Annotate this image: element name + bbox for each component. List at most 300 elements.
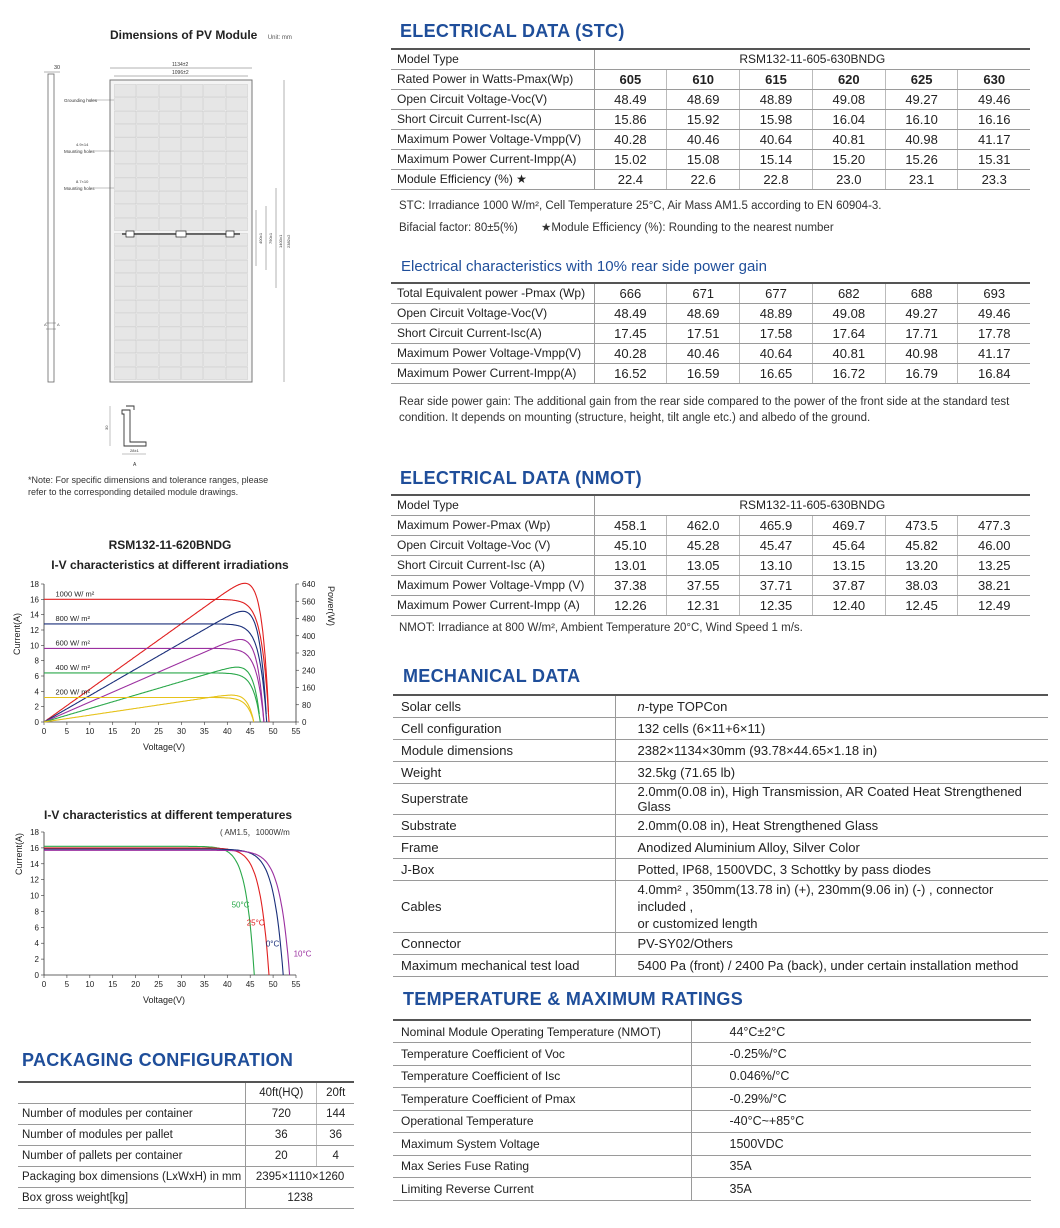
stc-cell: 630 xyxy=(958,69,1030,89)
x-tick-label: 35 xyxy=(199,727,209,736)
stc-cell: 620 xyxy=(812,69,885,89)
solar-cell xyxy=(114,178,136,191)
nmot-body xyxy=(391,515,1030,615)
solar-cell xyxy=(159,178,181,191)
solar-cell xyxy=(159,111,181,124)
solar-cell xyxy=(181,138,203,151)
power-curve-series xyxy=(44,640,264,723)
temp-row-value: -0.25%/°C xyxy=(691,1043,1031,1066)
x-tick-label: 30 xyxy=(177,727,186,736)
solar-cell xyxy=(137,260,159,273)
temp-row xyxy=(393,1133,1031,1156)
solar-cell xyxy=(226,98,248,111)
temp-row-value: 0.046%/°C xyxy=(691,1065,1031,1088)
x-tick-label: 0 xyxy=(41,727,47,736)
solar-cell xyxy=(204,165,226,178)
temp-row xyxy=(393,1043,1031,1066)
solar-cell xyxy=(114,124,136,137)
solar-cell xyxy=(159,191,181,204)
rear-row-label: Maximum Power Voltage-Vmpp(V) xyxy=(391,343,594,363)
iv-temperature-chart xyxy=(8,822,338,1012)
mech-row xyxy=(393,783,1048,814)
temp-row xyxy=(393,1110,1031,1133)
solar-cell xyxy=(137,273,159,286)
packaging-col-20ft: 20ft xyxy=(317,1082,354,1103)
solar-cell xyxy=(226,367,248,380)
packaging-row xyxy=(18,1166,354,1187)
nmot-cell: 477.3 xyxy=(958,515,1030,535)
nmot-cell: 45.10 xyxy=(594,535,667,555)
solar-cell xyxy=(204,138,226,151)
x-tick-label: 20 xyxy=(131,727,141,736)
mech-row xyxy=(393,739,1048,761)
mech-value-line2: or customized length xyxy=(637,915,758,931)
stc-cell: 625 xyxy=(885,69,958,89)
y-tick-label: 18 xyxy=(30,580,39,589)
profile-height-label: 30 xyxy=(104,425,109,430)
solar-cell xyxy=(181,367,203,380)
solar-cell xyxy=(204,84,226,97)
packaging-header-blank xyxy=(18,1082,246,1103)
nmot-cell: 13.05 xyxy=(667,555,740,575)
solar-cell xyxy=(226,327,248,340)
packaging-col-40ft: 40ft(HQ) xyxy=(246,1082,317,1103)
mech-row-value: 32.5kg (71.65 lb) xyxy=(615,761,1048,783)
packaging-row-label: Number of pallets per container xyxy=(18,1145,246,1166)
nmot-model-value: RSM132-11-605-630BNDG xyxy=(594,495,1030,515)
x-tick-label: 20 xyxy=(131,980,141,989)
packaging-row-label: Number of modules per container xyxy=(18,1103,246,1124)
temp-row-value: 1500VDC xyxy=(691,1133,1031,1156)
temp-curve-series xyxy=(44,846,254,975)
frame-profile xyxy=(122,406,146,446)
solar-cell xyxy=(137,165,159,178)
mech-row xyxy=(393,858,1048,880)
rear-row xyxy=(391,303,1030,323)
stc-cell: 15.86 xyxy=(594,109,667,129)
mech-row-value: Anodized Aluminium Alloy, Silver Color xyxy=(615,836,1048,858)
solar-cell xyxy=(114,247,136,260)
nmot-cell: 12.26 xyxy=(594,595,667,615)
solar-cell xyxy=(204,300,226,313)
y-tick-label: 14 xyxy=(30,610,39,620)
grounding-holes-label: Grounding holes xyxy=(64,98,98,103)
solar-cell xyxy=(137,287,159,300)
stc-cell: 22.4 xyxy=(594,169,667,189)
solar-cells-value: n-type TOPCon xyxy=(637,698,728,714)
solar-cell xyxy=(159,367,181,380)
temp-row-label: Temperature Coefficient of Voc xyxy=(393,1043,691,1066)
temperature-body xyxy=(393,1020,1031,1200)
solar-cell xyxy=(226,124,248,137)
y-tick-label: 14 xyxy=(30,859,39,869)
stc-note-2 xyxy=(399,220,834,236)
iv-irr-model: RSM132-11-620BNDG xyxy=(108,538,232,552)
stc-row xyxy=(391,89,1030,109)
mech-row-value: 2.0mm(0.08 in), Heat Strengthened Glass xyxy=(615,814,1048,836)
temp-row-value: 35A xyxy=(691,1155,1031,1178)
mech-row xyxy=(393,814,1048,836)
temp-row-label: Temperature Coefficient of Pmax xyxy=(393,1088,691,1111)
solar-cell xyxy=(159,273,181,286)
nmot-cell: 13.25 xyxy=(958,555,1030,575)
solar-cell xyxy=(181,165,203,178)
temp-series-label: 25°C xyxy=(246,918,265,928)
temperature-title: TEMPERATURE & MAXIMUM RATINGS xyxy=(403,989,744,1009)
mount1-label: Mounting holes xyxy=(64,149,95,154)
nmot-cell: 12.35 xyxy=(740,595,813,615)
y2-tick-label: 240 xyxy=(302,666,316,676)
solar-cell xyxy=(159,165,181,178)
temp-row-value: 44°C±2°C xyxy=(691,1020,1031,1043)
stc-cell: 15.02 xyxy=(594,149,667,169)
mount2-size: 8.7×10 xyxy=(76,179,89,184)
solar-cell xyxy=(114,191,136,204)
mech-row-label: Connector xyxy=(393,932,615,954)
mech-value-line1: 4.0mm² , 350mm(13.78 in) (+), 230mm(9.06 in) (-) , connector included , xyxy=(637,881,994,914)
y-tick-label: 0 xyxy=(34,718,39,727)
stc-cell: 15.98 xyxy=(740,109,813,129)
temp-curve-series xyxy=(44,848,269,975)
iv-irradiation-chart xyxy=(8,576,338,761)
temp-table-wrap xyxy=(393,1019,1031,1201)
mech-row-label: Cables xyxy=(393,880,615,932)
solar-cell xyxy=(137,300,159,313)
power-curve-series xyxy=(44,583,269,722)
packaging-value-20ft: 144 xyxy=(317,1103,354,1124)
solar-cell xyxy=(114,111,136,124)
solar-cell xyxy=(181,354,203,367)
solar-cell xyxy=(159,354,181,367)
stc-cell: 40.64 xyxy=(740,129,813,149)
nmot-cell: 45.64 xyxy=(812,535,885,555)
mech-row xyxy=(393,932,1048,954)
series-label: 400 W/ m² xyxy=(55,662,91,672)
nmot-cell: 13.15 xyxy=(812,555,885,575)
nmot-model-label: Model Type xyxy=(391,495,594,515)
solar-cell xyxy=(226,354,248,367)
rear-cell: 49.27 xyxy=(885,303,958,323)
solar-cell xyxy=(226,178,248,191)
solar-cell xyxy=(204,354,226,367)
rear-row xyxy=(391,283,1030,303)
y2-tick-label: 80 xyxy=(302,700,311,710)
solar-cell xyxy=(204,287,226,300)
rear-cell: 682 xyxy=(812,283,885,303)
solar-cell xyxy=(159,247,181,260)
stc-row xyxy=(391,109,1030,129)
solar-cell xyxy=(204,233,226,246)
solar-cell xyxy=(159,300,181,313)
y2-tick-label: 400 xyxy=(302,631,316,641)
mount2-label: Mounting holes xyxy=(64,186,95,191)
solar-cell xyxy=(137,138,159,151)
solar-cell xyxy=(204,327,226,340)
y2-tick-label: 160 xyxy=(302,683,316,693)
solar-cell xyxy=(159,138,181,151)
stc-title: ELECTRICAL DATA (STC) xyxy=(400,21,625,41)
solar-cell xyxy=(226,138,248,151)
solar-cell xyxy=(137,233,159,246)
solar-cell xyxy=(181,218,203,231)
rear-cell: 17.78 xyxy=(958,323,1030,343)
packaging-value-40ft: 720 xyxy=(246,1103,317,1124)
stc-body xyxy=(391,69,1030,189)
x-tick-label: 50 xyxy=(268,727,278,736)
packaging-table xyxy=(18,1081,354,1209)
mechanical-body xyxy=(393,695,1048,976)
y-tick-label: 18 xyxy=(30,828,39,837)
packaging-value-20ft: 4 xyxy=(317,1145,354,1166)
iv-irr-heading xyxy=(0,538,340,572)
solar-cell xyxy=(137,327,159,340)
solar-cell xyxy=(159,314,181,327)
x-tick-label: 50 xyxy=(268,980,278,989)
solar-cell xyxy=(204,191,226,204)
mech-row-label: J-Box xyxy=(393,858,615,880)
dim-v4: 2382±2 xyxy=(286,234,291,248)
solar-cell xyxy=(114,327,136,340)
dim-v2: 790±1 xyxy=(268,232,273,244)
nmot-cell: 13.20 xyxy=(885,555,958,575)
mech-row-value xyxy=(615,880,1048,932)
temp-row xyxy=(393,1155,1031,1178)
dimensions-note: *Note: For specific dimensions and tolerance ranges, please refer to the corresponding detailed module drawings. xyxy=(28,475,269,497)
solar-cell xyxy=(137,98,159,111)
solar-cell xyxy=(137,151,159,164)
y-tick-label: 2 xyxy=(34,955,39,965)
rear-cell: 666 xyxy=(594,283,667,303)
series-label: 600 W/ m² xyxy=(55,638,91,648)
solar-cell xyxy=(226,273,248,286)
y-tick-label: 6 xyxy=(34,672,39,681)
x-axis-label: Voltage(V) xyxy=(142,742,186,752)
temp-row xyxy=(393,1065,1031,1088)
rear-row-label: Open Circuit Voltage-Voc(V) xyxy=(391,303,594,323)
y2-tick-label: 560 xyxy=(302,597,316,607)
mech-row-label: Maximum mechanical test load xyxy=(393,954,615,976)
rear-cell: 688 xyxy=(885,283,958,303)
mech-row xyxy=(393,954,1048,976)
mech-row xyxy=(393,717,1048,739)
packaging-merged-value: 2395×1110×1260 xyxy=(246,1166,354,1187)
solar-cell xyxy=(204,260,226,273)
nmot-cell: 37.38 xyxy=(594,575,667,595)
packaging-row-label: Box gross weight[kg] xyxy=(18,1187,246,1208)
width-outer-label: 1134±2 xyxy=(172,62,189,68)
nmot-row-label: Maximum Power Voltage-Vmpp (V) xyxy=(391,575,594,595)
packaging-value-20ft: 36 xyxy=(317,1124,354,1145)
stc-table xyxy=(391,48,1030,190)
y-tick-label: 0 xyxy=(34,971,39,980)
solar-cell xyxy=(159,205,181,218)
rear-cell: 49.46 xyxy=(958,303,1030,323)
solar-cell xyxy=(137,218,159,231)
solar-cell xyxy=(204,247,226,260)
solar-cell xyxy=(181,273,203,286)
solar-cell xyxy=(226,151,248,164)
stc-cell: 15.92 xyxy=(667,109,740,129)
solar-cell xyxy=(137,178,159,191)
solar-cell xyxy=(114,84,136,97)
nmot-cell: 46.00 xyxy=(958,535,1030,555)
section-mark-label: A xyxy=(133,462,137,468)
solar-cell xyxy=(114,287,136,300)
nmot-row xyxy=(391,535,1030,555)
solar-cell xyxy=(159,260,181,273)
solar-cell xyxy=(204,124,226,137)
solar-cell xyxy=(181,111,203,124)
mech-row-value: 2382×1134×30mm (93.78×44.65×1.18 in) xyxy=(615,739,1048,761)
solar-cell xyxy=(181,205,203,218)
rear-cell: 40.81 xyxy=(812,343,885,363)
solar-cell xyxy=(181,98,203,111)
nmot-cell: 13.01 xyxy=(594,555,667,575)
mech-row xyxy=(393,836,1048,858)
packaging-body xyxy=(18,1103,354,1208)
nmot-cell: 45.47 xyxy=(740,535,813,555)
stc-model-label: Model Type xyxy=(391,49,594,69)
temp-series-label: 10°C xyxy=(293,949,312,959)
stc-model-value: RSM132-11-605-630BNDG xyxy=(594,49,1030,69)
solar-cell xyxy=(159,340,181,353)
temp-row-label: Maximum System Voltage xyxy=(393,1133,691,1156)
nmot-cell: 37.55 xyxy=(667,575,740,595)
stc-cell: 16.10 xyxy=(885,109,958,129)
mech-row-value xyxy=(615,695,1048,717)
solar-cell xyxy=(226,314,248,327)
stc-model-row xyxy=(391,49,1030,69)
y2-tick-label: 480 xyxy=(302,614,316,624)
temp-row xyxy=(393,1020,1031,1043)
packaging-merged-value: 1238 xyxy=(246,1187,354,1208)
nmot-cell: 462.0 xyxy=(667,515,740,535)
stc-cell: 40.81 xyxy=(812,129,885,149)
solar-cell xyxy=(181,340,203,353)
stc-note: STC: Irradiance 1000 W/m², Cell Temperature 25°C, Air Mass AM1.5 according to EN 60904-3. xyxy=(399,200,882,212)
solar-cell xyxy=(137,205,159,218)
nmot-title: ELECTRICAL DATA (NMOT) xyxy=(400,468,642,488)
solar-cell xyxy=(181,178,203,191)
stc-cell: 49.08 xyxy=(812,89,885,109)
rear-table xyxy=(391,282,1030,384)
temp-row xyxy=(393,1088,1031,1111)
solar-cell xyxy=(226,300,248,313)
rear-note: Rear side power gain: The additional gain from the rear side compared to the power of the front side at the standard test condition. It depends on mounting (structure, height, tilt angle etc.) and albedo of the ground. xyxy=(399,396,1010,424)
stc-row-label: Rated Power in Watts-Pmax(Wp) xyxy=(391,69,594,89)
x-tick-label: 40 xyxy=(222,980,232,989)
rear-cell: 16.59 xyxy=(667,363,740,383)
solar-cell xyxy=(114,98,136,111)
solar-cell xyxy=(226,191,248,204)
solar-cell xyxy=(114,273,136,286)
solar-cell xyxy=(114,300,136,313)
stc-cell: 15.26 xyxy=(885,149,958,169)
solar-cell xyxy=(204,178,226,191)
solar-cell xyxy=(114,340,136,353)
stc-table-wrap xyxy=(391,48,1030,190)
solar-cell xyxy=(226,340,248,353)
stc-cell: 22.8 xyxy=(740,169,813,189)
solar-cell xyxy=(204,151,226,164)
stc-row xyxy=(391,69,1030,89)
solar-cell xyxy=(137,314,159,327)
rear-table-wrap xyxy=(391,282,1030,384)
stc-cell: 23.1 xyxy=(885,169,958,189)
test-condition-label: ( AM1.5，1000W/m xyxy=(220,828,290,837)
mechanical-title: MECHANICAL DATA xyxy=(403,666,581,686)
rear-cell: 40.64 xyxy=(740,343,813,363)
solar-cell xyxy=(226,111,248,124)
temp-curve-series xyxy=(44,849,283,975)
temp-row xyxy=(393,1178,1031,1201)
solar-cell xyxy=(226,84,248,97)
profile-width-label: 28±1 xyxy=(130,448,139,453)
packaging-header-row xyxy=(18,1082,354,1103)
dimensions-unit: Unit: mm xyxy=(267,35,292,41)
stc-cell: 610 xyxy=(667,69,740,89)
solar-cell xyxy=(159,287,181,300)
solar-cell xyxy=(137,247,159,260)
nmot-cell: 12.49 xyxy=(958,595,1030,615)
solar-cell xyxy=(181,300,203,313)
y2-axis-label: Power(W) xyxy=(326,586,336,626)
stc-cell: 23.3 xyxy=(958,169,1030,189)
rear-cell: 48.49 xyxy=(594,303,667,323)
nmot-cell: 458.1 xyxy=(594,515,667,535)
solar-cell xyxy=(226,260,248,273)
rear-cell: 48.89 xyxy=(740,303,813,323)
x-tick-label: 25 xyxy=(154,980,163,989)
stc-cell: 16.16 xyxy=(958,109,1030,129)
width-inner-label: 1096±2 xyxy=(172,70,189,76)
solar-cell xyxy=(159,151,181,164)
nmot-row-label: Maximum Power-Pmax (Wp) xyxy=(391,515,594,535)
mech-row-value: PV-SY02/Others xyxy=(615,932,1048,954)
solar-cell xyxy=(181,124,203,137)
stc-cell: 48.89 xyxy=(740,89,813,109)
solar-cell xyxy=(159,98,181,111)
packaging-row-label: Packaging box dimensions (LxWxH) in mm xyxy=(18,1166,246,1187)
nmot-cell: 38.21 xyxy=(958,575,1030,595)
nmot-cell: 13.10 xyxy=(740,555,813,575)
temp-row-label: Temperature Coefficient of Isc xyxy=(393,1065,691,1088)
solar-cell xyxy=(204,98,226,111)
solar-cell xyxy=(159,218,181,231)
nmot-table xyxy=(391,494,1030,616)
y-tick-label: 16 xyxy=(30,595,39,605)
stc-row xyxy=(391,169,1030,189)
nmot-cell: 469.7 xyxy=(812,515,885,535)
x-tick-label: 45 xyxy=(245,727,255,736)
nmot-row-label: Maximum Power Current-Impp (A) xyxy=(391,595,594,615)
stc-row xyxy=(391,149,1030,169)
nmot-cell: 37.87 xyxy=(812,575,885,595)
stc-row-label: Short Circuit Current-Isc(A) xyxy=(391,109,594,129)
nmot-cell: 37.71 xyxy=(740,575,813,595)
series-label: 800 W/ m² xyxy=(55,613,91,623)
stc-row-label: Module Efficiency (%) ★ xyxy=(391,169,594,189)
stc-cell: 48.69 xyxy=(667,89,740,109)
temp-row-label: Max Series Fuse Rating xyxy=(393,1155,691,1178)
mechanical-table xyxy=(393,694,1048,977)
solar-cell xyxy=(137,340,159,353)
stc-row-label: Open Circuit Voltage-Voc(V) xyxy=(391,89,594,109)
x-tick-label: 15 xyxy=(108,980,118,989)
temp-row-value: -0.29%/°C xyxy=(691,1088,1031,1111)
temp-row-label: Limiting Reverse Current xyxy=(393,1178,691,1201)
packaging-row xyxy=(18,1103,354,1124)
